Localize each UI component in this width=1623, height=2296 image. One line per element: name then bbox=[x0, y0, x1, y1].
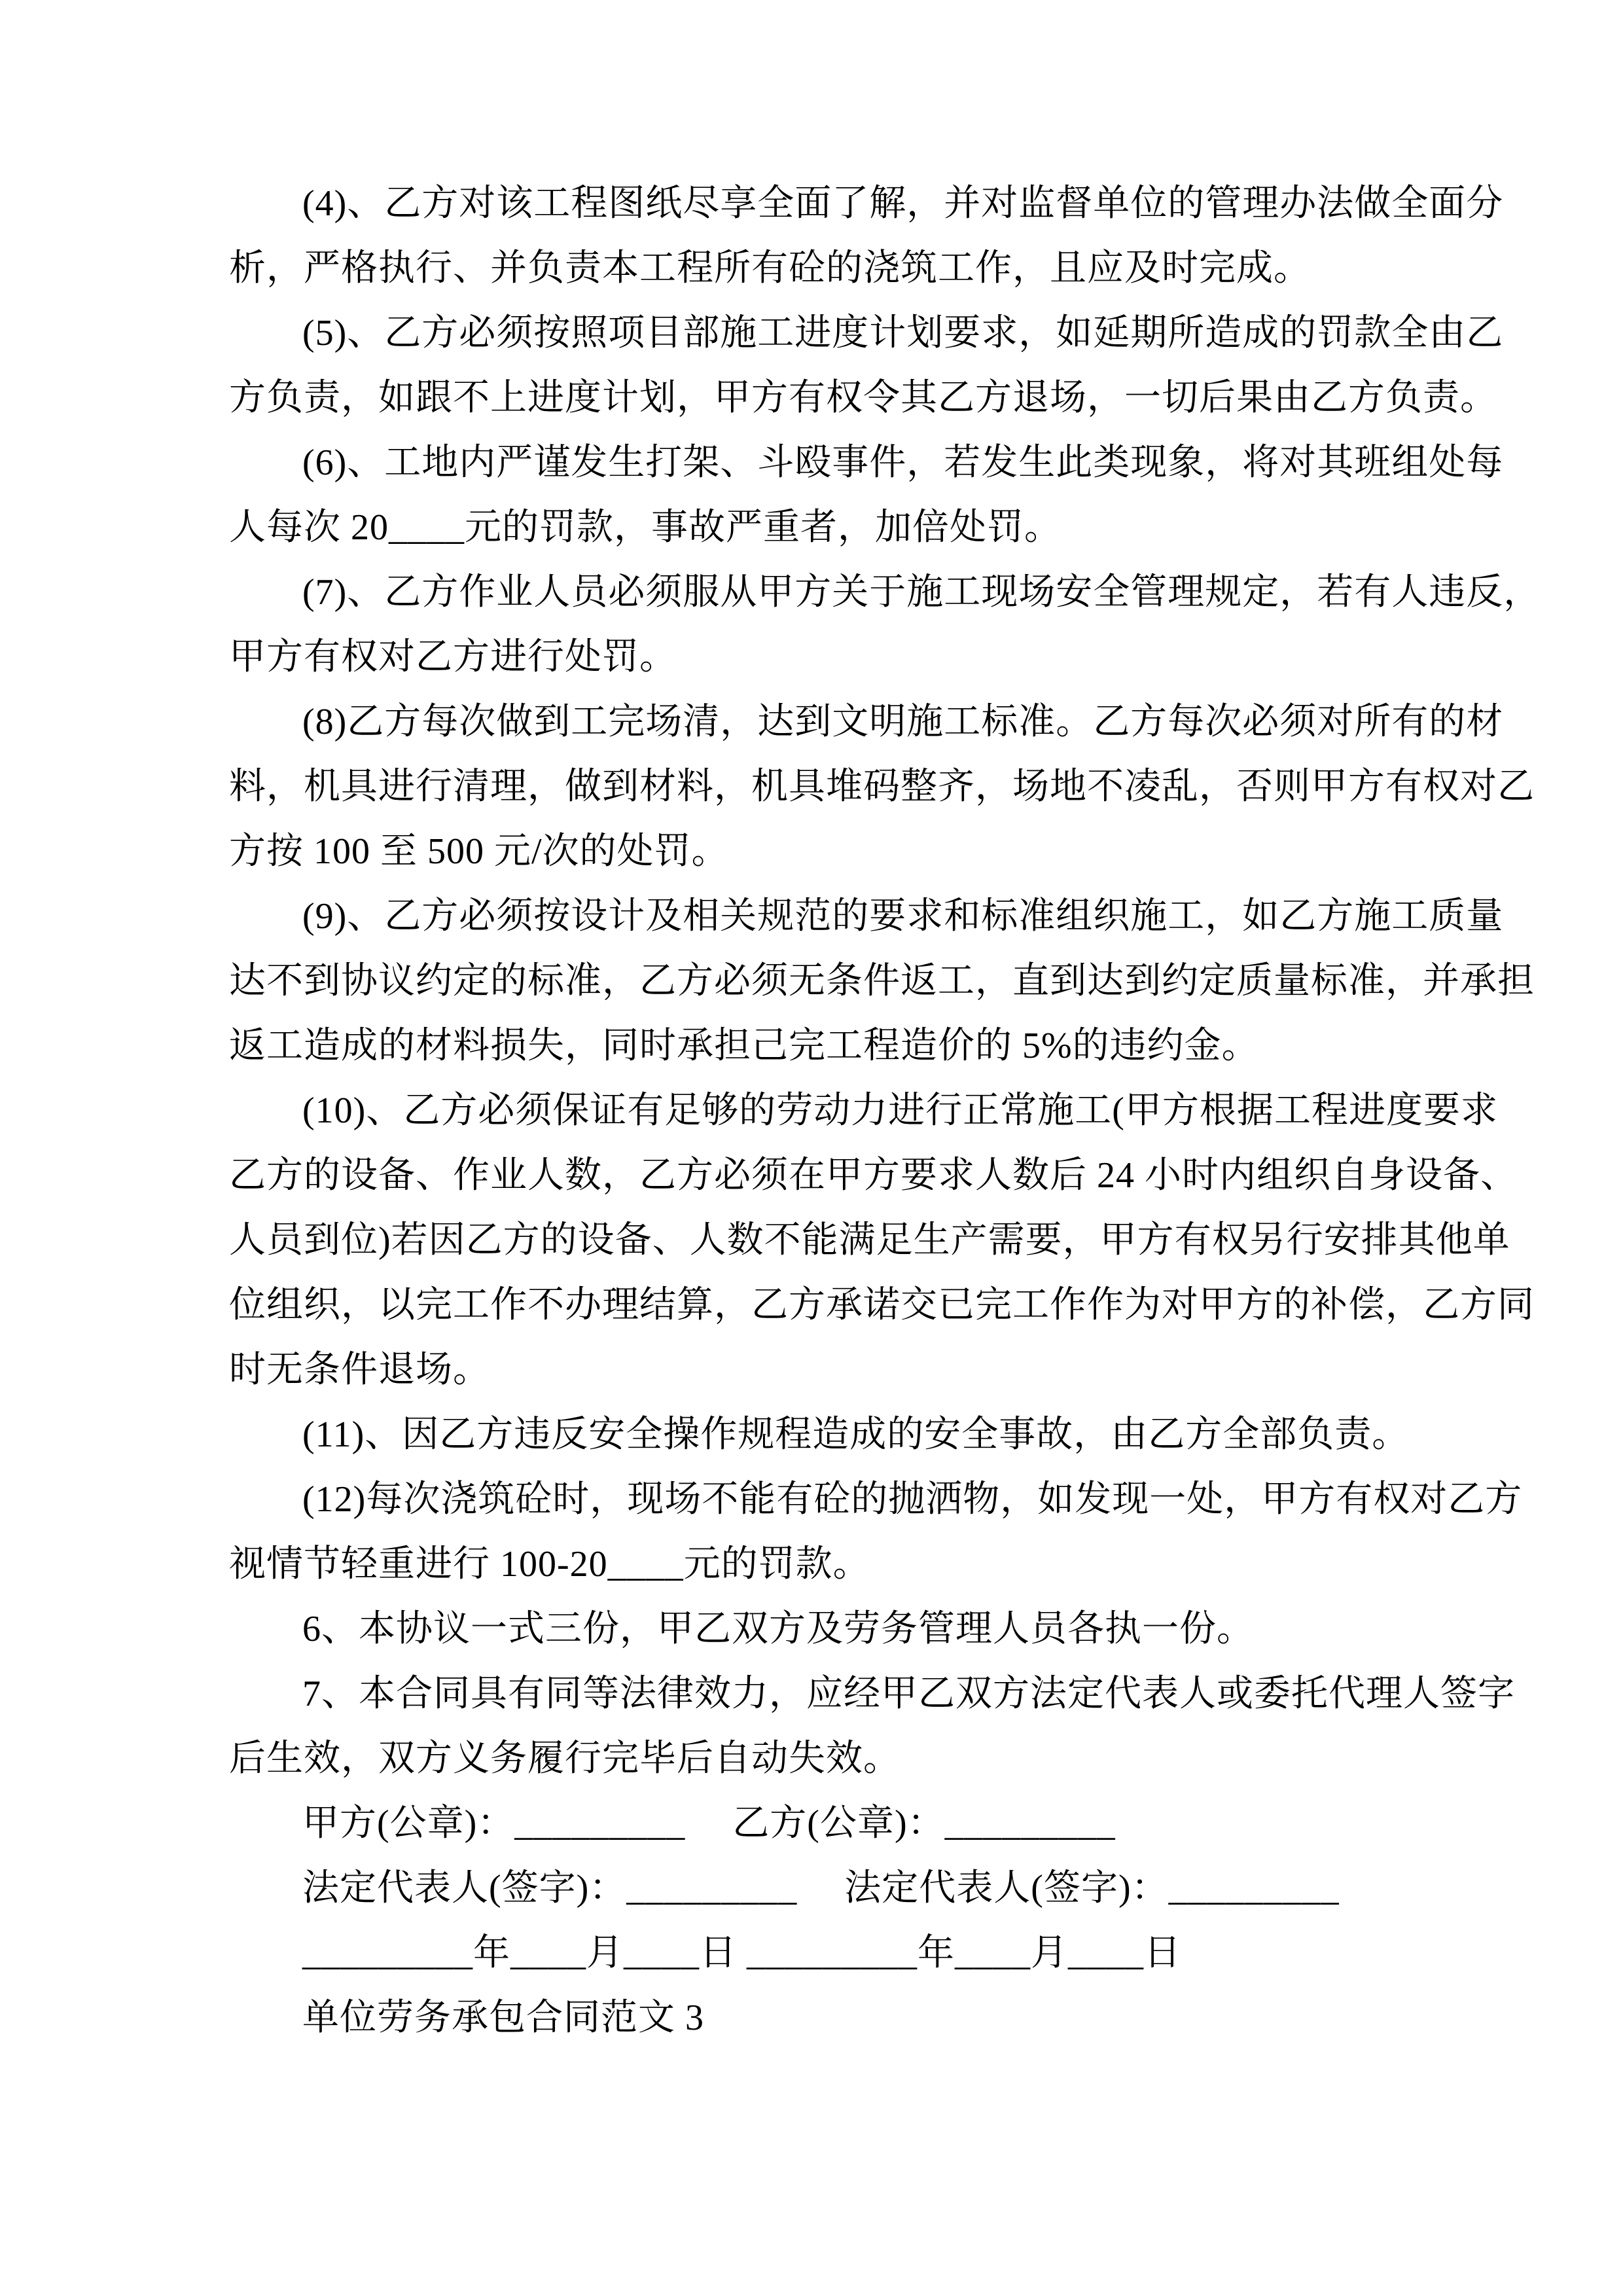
text-line: 7、本合同具有同等法律效力，应经甲乙双方法定代表人或委托代理人签字 bbox=[302, 1674, 1515, 1714]
text-line: 甲方(公章)：_________ 乙方(公章)：_________ bbox=[302, 1803, 1116, 1844]
text-line: (5)、乙方必须按照项目部施工进度计划要求，如延期所造成的罚款全由乙 bbox=[302, 313, 1504, 353]
text-line: 法定代表人(签字)：_________ 法定代表人(签字)：_________ bbox=[302, 1868, 1340, 1909]
text-line: 返工造成的材料损失，同时承担己完工程造价的 5%的违约金。 bbox=[229, 1026, 1259, 1066]
text-line: 甲方有权对乙方进行处罚。 bbox=[229, 637, 677, 677]
text-line: 达不到协议约定的标准，乙方必须无条件返工，直到达到约定质量标准，并承担 bbox=[229, 961, 1535, 1001]
text-line: 乙方的设备、作业人数，乙方必须在甲方要求人数后 24 小时内组织自身设备、 bbox=[229, 1155, 1518, 1196]
text-line: 6、本协议一式三份，甲乙双方及劳务管理人员各执一份。 bbox=[302, 1609, 1254, 1649]
text-line: (7)、乙方作业人员必须服从甲方关于施工现场安全管理规定，若有人违反， bbox=[302, 572, 1541, 613]
text-line: 单位劳务承包合同范文 3 bbox=[302, 1998, 704, 2038]
text-line: 人每次 20____元的罚款，事故严重者，加倍处罚。 bbox=[229, 507, 1061, 548]
text-line: 析，严格执行、并负责本工程所有砼的浇筑工作，且应及时完成。 bbox=[229, 248, 1311, 289]
text-line: 后生效，双方义务履行完毕后自动失效。 bbox=[229, 1738, 901, 1779]
text-line: 料，机具进行清理，做到材料，机具堆码整齐，场地不凌乱，否则甲方有权对乙 bbox=[229, 766, 1535, 807]
text-line: (12)每次浇筑砼时，现场不能有砼的抛洒物，如发现一处，甲方有权对乙方 bbox=[302, 1479, 1523, 1520]
text-line: 视情节轻重进行 100-20____元的罚款。 bbox=[229, 1544, 870, 1585]
text-line: (10)、乙方必须保证有足够的劳动力进行正常施工(甲方根据工程进度要求 bbox=[302, 1090, 1498, 1131]
text-line: 人员到位)若因乙方的设备、人数不能满足生产需要，甲方有权另行安排其他单 bbox=[229, 1220, 1510, 1261]
text-line: 方按 100 至 500 元/次的处罚。 bbox=[229, 831, 729, 872]
text-line: (11)、因乙方违反安全操作规程造成的安全事故，由乙方全部负责。 bbox=[302, 1414, 1410, 1455]
text-line: 时无条件退场。 bbox=[229, 1350, 490, 1390]
text-line: (6)、工地内严谨发生打架、斗殴事件，若发生此类现象，将对其班组处每 bbox=[302, 442, 1504, 483]
text-line: 方负责，如跟不上进度计划，甲方有权令其乙方退场，一切后果由乙方负责。 bbox=[229, 378, 1497, 418]
text-line: _________年____月____日 _________年____月____日 bbox=[302, 1933, 1181, 1973]
text-line: (8)乙方每次做到工完场清，达到文明施工标准。乙方每次必须对所有的材 bbox=[302, 702, 1504, 742]
text-line: 位组织，以完工作不办理结算，乙方承诺交已完工作作为对甲方的补偿，乙方同 bbox=[229, 1285, 1535, 1325]
text-line: (4)、乙方对该工程图纸尽享全面了解，并对监督单位的管理办法做全面分 bbox=[302, 183, 1504, 224]
text-line: (9)、乙方必须按设计及相关规范的要求和标准组织施工，如乙方施工质量 bbox=[302, 896, 1504, 937]
